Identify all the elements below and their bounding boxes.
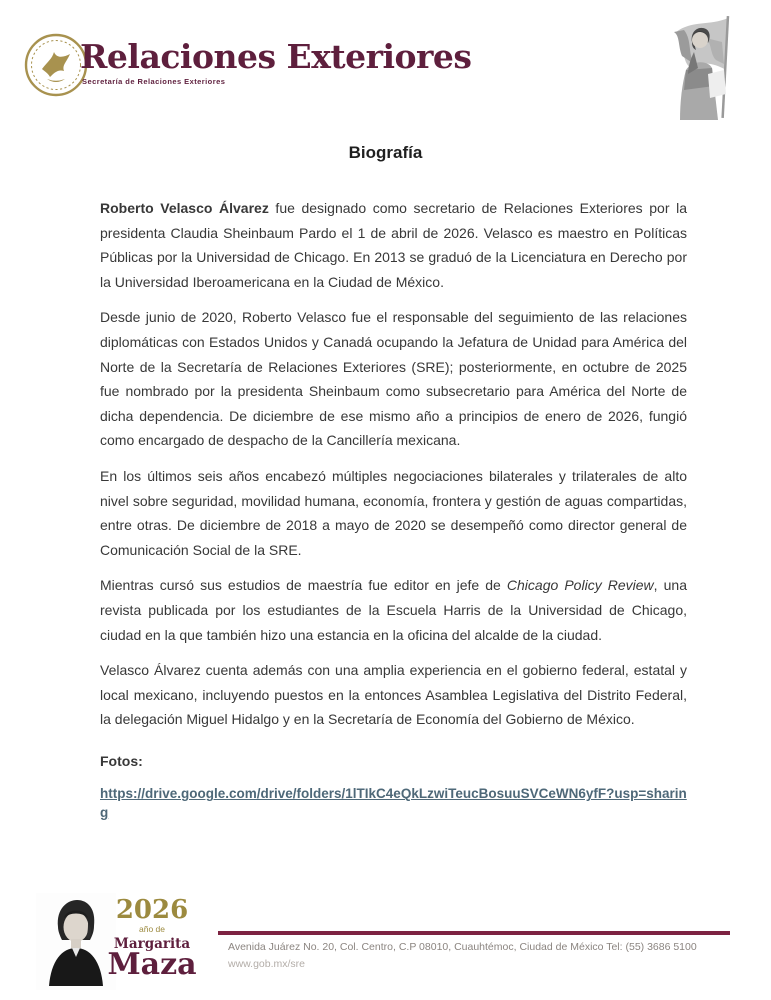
- paragraph-1: [100, 196, 687, 294]
- logo-person-first-name: Margarita: [113, 935, 191, 952]
- person-name-bold: Roberto Velasco Álvarez: [100, 200, 269, 216]
- paragraph-5: Velasco Álvarez cuenta además con una amplia experiencia en el gobierno federal, estatal y local mexicano, incluyendo puestos en la entonces Asamblea Legislativa del Distrito Federal, la delegación Miguel Hidalgo y en la Secretaría de Economía del Gobierno de México.: [100, 662, 687, 728]
- footer-website: www.gob.mx/sre: [228, 958, 306, 970]
- biography-body: [100, 196, 687, 822]
- footer-divider: [218, 931, 730, 935]
- footer-address: Avenida Juárez No. 20, Col. Centro, C.P 08010, Cuauhtémoc, Ciudad de México Tel: (55) 3686 5100: [228, 941, 697, 953]
- logo-year-caption: año de: [139, 924, 165, 934]
- sre-seal-icon: [24, 33, 88, 97]
- page-title: Biografía: [348, 143, 423, 162]
- margarita-maza-portrait: [36, 893, 116, 990]
- paragraph-2: Desde junio de 2020, Roberto Velasco fue el responsable del seguimiento de las relaciones diplomáticas con Estados Unidos y Canadá ocupando la Jefatura de Unidad para América del Norte de la Secretaría de Relaciones Exteriores (SRE); posteriormente, en octubre de 2025 fue nombrado por la presidenta Sheinbaum como subsecretario para América del Norte de dicha dependencia. De diciembre de ese mismo año a principios de enero de 2026, fungió como encargado de despacho de la Cancillería mexicana.: [100, 309, 687, 449]
- logo-person-last-name: Maza: [107, 947, 197, 982]
- fotos-drive-link[interactable]: https://drive.google.com/drive/folders/1lTIkC4eQkLzwiTeucBosuuSVCeWN6yfF?usp=sharing: [100, 786, 687, 821]
- brand-subtitle: Secretaría de Relaciones Exteriores: [82, 77, 226, 86]
- paragraph-4-post: , una revista publicada por los estudiantes de la Escuela Harris de la Universidad de Chicago, ciudad en la que también hizo una estancia en la oficina del alcalde de la ciudad.: [100, 577, 687, 643]
- paragraph-1-text: fue designado como secretario de Relaciones Exteriores por la presidenta Claudia Sheinbaum Pardo el 1 de abril de 2026. Velasco es maestro en Políticas Públicas por la Universidad de Chicago. En 2013 se graduó de la Licenciatura en Derecho por la Universidad Iberoamericana en la Ciudad de México.: [100, 200, 687, 290]
- paragraph-4: [100, 573, 687, 647]
- paragraph-4-pre: Mientras cursó sus estudios de maestría fue editor en jefe de: [100, 577, 507, 594]
- paragraph-3: En los últimos seis años encabezó múltiples negociaciones bilaterales y trilaterales de alto nivel sobre seguridad, movilidad humana, economía, frontera y gestión de aguas compartidas, entre otras. De diciembre de 2018 a mayo de 2020 se desempeñó como director general de Comunicación Social de la SRE.: [100, 467, 687, 558]
- brand-title: Relaciones Exteriores: [80, 37, 472, 76]
- fotos-label: Fotos:: [100, 752, 143, 769]
- margarita-maza-logo-text: [106, 897, 198, 980]
- publication-name-italic: Chicago Policy Review: [506, 577, 654, 594]
- logo-year: 2026: [115, 895, 189, 925]
- flag-bearer-image: [650, 8, 746, 128]
- brand-block: [80, 37, 472, 86]
